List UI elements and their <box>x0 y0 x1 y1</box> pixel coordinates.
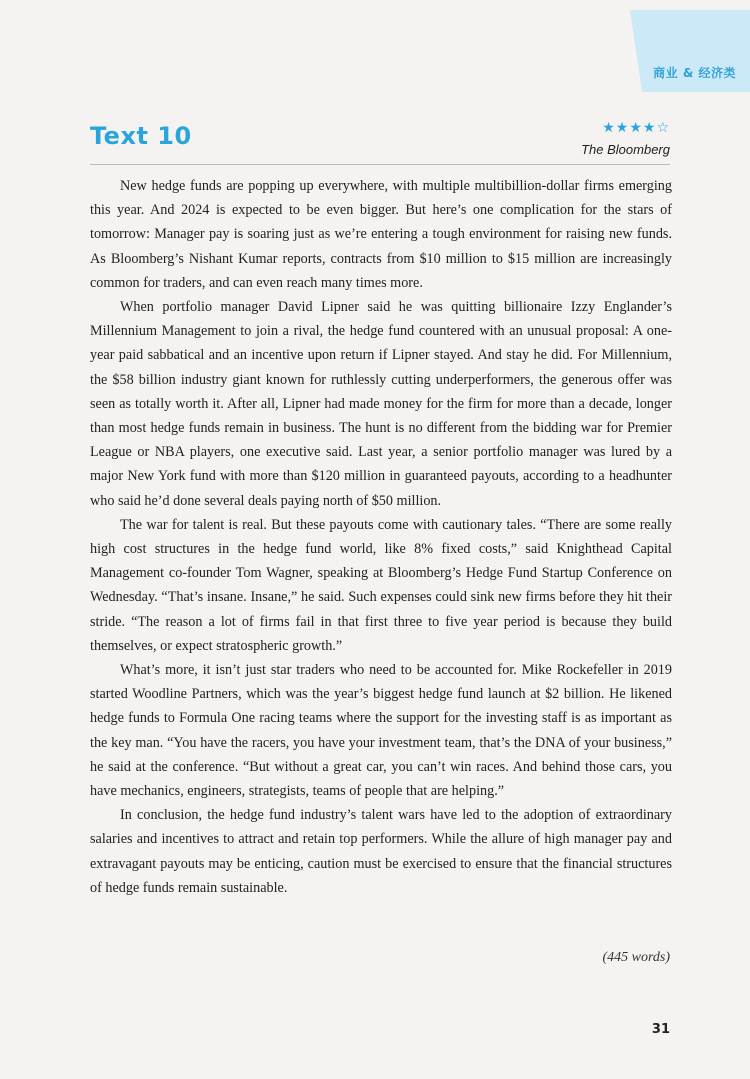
paragraph-3: The war for talent is real. But these payouts come with cautionary tales. “There are some really high cost structures in the hedge fund world, like 8% fixed costs,” said Knighthead Capital Management co-founder Tom Wagner, speaking at Bloomberg’s Hedge Fund Startup Conference on Wednesday. “That’s insane. Insane,” he said. Such expenses could sink new firms before they hit their stride. “The reason a lot of firms fail in that first three to five year period is because they build themselves, or expect stratospheric growth.” <box>90 516 672 654</box>
article-body <box>90 174 672 900</box>
category-label: 商业 & 经济类 <box>653 66 736 80</box>
difficulty-stars-icon: ★★★★☆ <box>602 120 670 136</box>
word-count: (445 words) <box>602 950 670 965</box>
paragraph-4: What’s more, it isn’t just star traders who need to be accounted for. Mike Rockefeller in 2019 started Woodline Partners, which was the year’s biggest hedge fund launch at $2 billion. He likened hedge funds to Formula One racing teams where the support for the investing staff is as important as the key man. “You have the racers, you have your investment team, that’s the DNA of your business,” he said at the conference. “But without a great car, you can’t win races. And behind those cars, you have mechanics, engineers, strategists, teams of people that are helping.” <box>90 662 672 800</box>
text-header <box>90 120 670 165</box>
paragraph-5: In conclusion, the hedge fund industry’s talent wars have led to the adoption of extraordinary salaries and incentives to attract and retain top performers. While the allure of high manager pay and extravagant payouts may be enticing, caution must be exercised to ensure that the financial structures of hedge funds remain sustainable. <box>90 807 672 896</box>
source-label: The Bloomberg <box>581 142 670 157</box>
page-number: 31 <box>651 1022 670 1037</box>
page-title: Text 10 <box>90 122 192 150</box>
paragraph-1: New hedge funds are popping up everywhere, with multiple multibillion-dollar firms emerging this year. And 2024 is expected to be even bigger. But here’s one complication for the stars of tomorrow: Manager pay is soaring just as we’re entering a tough environment for raising new funds. As Bloomberg’s Nishant Kumar reports, contracts from $10 million to $15 million are increasingly common for traders, and can even reach many times more. <box>90 178 672 291</box>
paragraph-2: When portfolio manager David Lipner said he was quitting billionaire Izzy Englander’s Millennium Management to join a rival, the hedge fund countered with an unusual proposal: A one-year paid sabbatical and an incentive upon return if Lipner stayed. And stay he did. For Millennium, the $58 billion industry giant known for ruthlessly cutting underperformers, the generous offer was seen as totally worth it. After all, Lipner had made money for the firm for more than a decade, longer than most hedge funds remain in business. The hunt is no different from the bidding war for Premier League or NBA players, one executive said. Last year, a senior portfolio manager was lured by a major New York fund with more than $120 million in guaranteed payouts, according to a headhunter who said he’d done several deals paying north of $50 million. <box>90 299 672 509</box>
